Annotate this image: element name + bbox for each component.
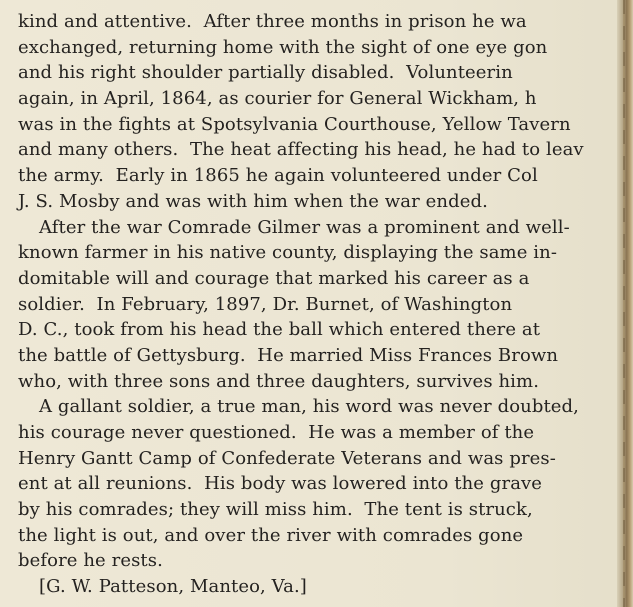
text-line: ent at all reunions. His body was lowered into the grave: [18, 473, 543, 495]
text-line: and many others. The heat affecting his head, he had to leav: [18, 139, 584, 161]
text-line: and his right shoulder partially disabled. Volunteerin: [18, 62, 513, 84]
text-line: again, in April, 1864, as courier for General Wickham, h: [18, 88, 537, 110]
paragraph-start-line: A gallant soldier, a true man, his word was never doubted,: [39, 396, 579, 418]
text-line: before he rests.: [18, 550, 163, 572]
text-line: the battle of Gettysburg. He married Miss Frances Brown: [18, 344, 559, 366]
text-line: known farmer in his native county, displaying the same in-: [18, 242, 558, 264]
paragraph-start-line: After the war Comrade Gilmer was a prominent and well-: [39, 216, 570, 238]
text-line: his courage never questioned. He was a member of the: [18, 422, 535, 443]
text-line: Henry Gantt Camp of Confederate Veterans and was pres-: [18, 447, 556, 469]
text-line: who, with three sons and three daughters, survives him.: [18, 370, 540, 392]
text-line: D. C., took from his head the ball which entered there at: [18, 319, 541, 341]
text-line: exchanged, returning home with the sight of one eye gon: [18, 36, 548, 58]
text-line: domitable will and courage that marked his career as a: [18, 267, 530, 289]
text-line: kind and attentive. After three months in prison he wa: [18, 11, 527, 32]
obituary-text: [18, 9, 633, 600]
text-line: by his comrades; they will miss him. The tent is struck,: [18, 499, 533, 521]
author-signature-line: [G. W. Patteson, Manteo, Va.]: [39, 576, 307, 598]
text-line: J. S. Mosby and was with him when the war ended.: [18, 190, 488, 212]
text-line: the light is out, and over the river with comrades gone: [18, 524, 524, 546]
text-line: soldier. In February, 1897, Dr. Burnet, of Washington: [18, 293, 513, 315]
book-binding-edge: [617, 0, 633, 607]
text-line: the army. Early in 1865 he again volunteered under Col: [18, 165, 538, 187]
text-line: was in the fights at Spotsylvania Courthouse, Yellow Tavern: [18, 113, 571, 135]
